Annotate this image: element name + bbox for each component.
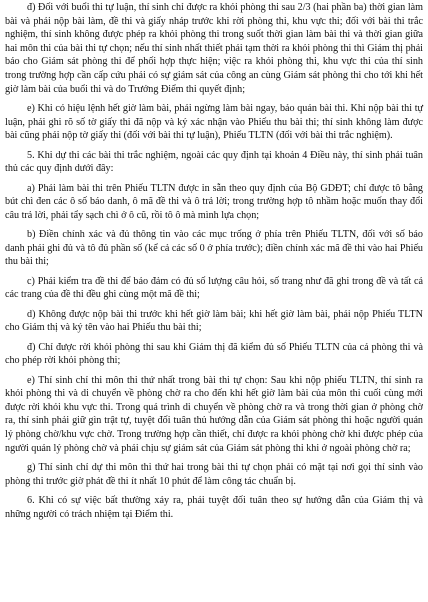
paragraph-5a: a) Phải làm bài thi trên Phiếu TLTN được in sẵn theo quy định của Bộ GDĐT; chỉ được tô bằng bút chì đen các ô số báo danh, ô mã đề thi và ô trả lời; trong trường hợp tô nhầm hoặc muốn thay đổi câu trả lời, phải tẩy sạch chì ở ô cũ, rồi tô ô mà mình lựa chọn; — [5, 182, 423, 221]
paragraph-5dd: đ) Chỉ được rời khỏi phòng thi sau khi Giám thị đã kiểm đủ số Phiếu TLTN của cả phòng thi và cho phép rời khỏi phòng thi; — [5, 341, 423, 367]
paragraph-5g: g) Thí sinh chỉ dự thi môn thi thứ hai trong bài thi tự chọn phải có mặt tại nơi gọi thí sinh vào phòng thi trước giờ phát đề thi ít nhất 10 phút để làm công tác chuẩn bị. — [5, 461, 423, 487]
document-body — [5, 1, 423, 521]
paragraph-4dd: đ) Đối với buổi thi tự luận, thí sinh chỉ được ra khỏi phòng thi sau 2/3 (hai phần ba) thời gian làm bài và phải nộp bài làm, đề thi và giấy nháp trước khi rời phòng thi, khu vực thi; đối với bài thi trắc nghiệm, thí sinh không được phép ra khỏi phòng thi trong suốt thời gian làm bài thi và thời gian giữa hai môn thi của bài thi tự chọn; nếu thí sinh nhất thiết phải tạm thời ra khỏi phòng thi thì Giám thị phải báo cho Giám sát phòng thi để phối hợp thực hiện; việc ra khỏi phòng thi, khu vực thi của thí sinh trong trường hợp cần cấp cứu phải có sự giám sát của công an cùng Giám sát phòng thi cho tới khi hết giờ làm bài của buổi thi và do Trưởng Điểm thi quyết định; — [5, 2, 423, 95]
paragraph-5c: c) Phải kiểm tra đề thi để bảo đảm có đủ số lượng câu hỏi, số trang như đã ghi trong đề và tất cả các trang của đề thi đều ghi cùng một mã đề thi; — [5, 275, 423, 301]
paragraph-5e: e) Thí sinh chỉ thi môn thi thứ nhất trong bài thi tự chọn: Sau khi nộp phiếu TLTN, thí sinh ra khỏi phòng thi và di chuyển về phòng chờ ra cho đến khi hết giờ làm bài của môn thi cuối cùng mới được rời khỏi khu vực thi. Trong quá trình di chuyển về phòng chờ ra và trong thời gian ở phòng chờ ra, thí sinh phải giữ gìn trật tự, tuyệt đối tuân thủ hướng dẫn của Giám sát phòng thi hoặc người quản lý phòng chờ/khu vực chờ. Trong trường hợp cần thiết, chỉ được ra khỏi phòng chờ khi được phép của người quản lý phòng chờ và phải chịu sự giám sát của Giám sát phòng thi khi ở ngoài phòng chờ ra; — [5, 374, 423, 454]
paragraph-4e: e) Khi có hiệu lệnh hết giờ làm bài, phải ngừng làm bài ngay, bảo quản bài thi. Khi nộp bài thi tự luận, phải ghi rõ số tờ giấy thi đã nộp và ký xác nhận vào Phiếu thu bài thi; thí sinh không làm được bài cũng phải nộp tờ giấy thi (đối với bài thi tự luận), Phiếu TLTN (đối với bài thi trắc nghiệm). — [5, 102, 423, 142]
paragraph-5-intro: 5. Khi dự thi các bài thi trắc nghiệm, ngoài các quy định tại khoản 4 Điều này, thí sinh phải tuân thủ các quy định dưới đây: — [5, 149, 423, 175]
paragraph-5d: d) Không được nộp bài thi trước khi hết giờ làm bài; khi hết giờ làm bài, phải nộp Phiếu TLTN cho Giám thị và ký tên vào hai Phiếu thu bài thi; — [5, 308, 423, 334]
paragraph-5b: b) Điền chính xác và đủ thông tin vào các mục trống ở phía trên Phiếu TLTN, đối với số báo danh phải ghi đủ và tô đủ phần số (kể cả các số 0 ở phía trước); điền chính xác mã đề thi vào hai Phiếu thu bài thi; — [5, 229, 423, 268]
paragraph-6: 6. Khi có sự việc bất thường xảy ra, phải tuyệt đối tuân theo sự hướng dẫn của Giám thị và những người có trách nhiệm tại Điểm thi. — [5, 494, 423, 520]
